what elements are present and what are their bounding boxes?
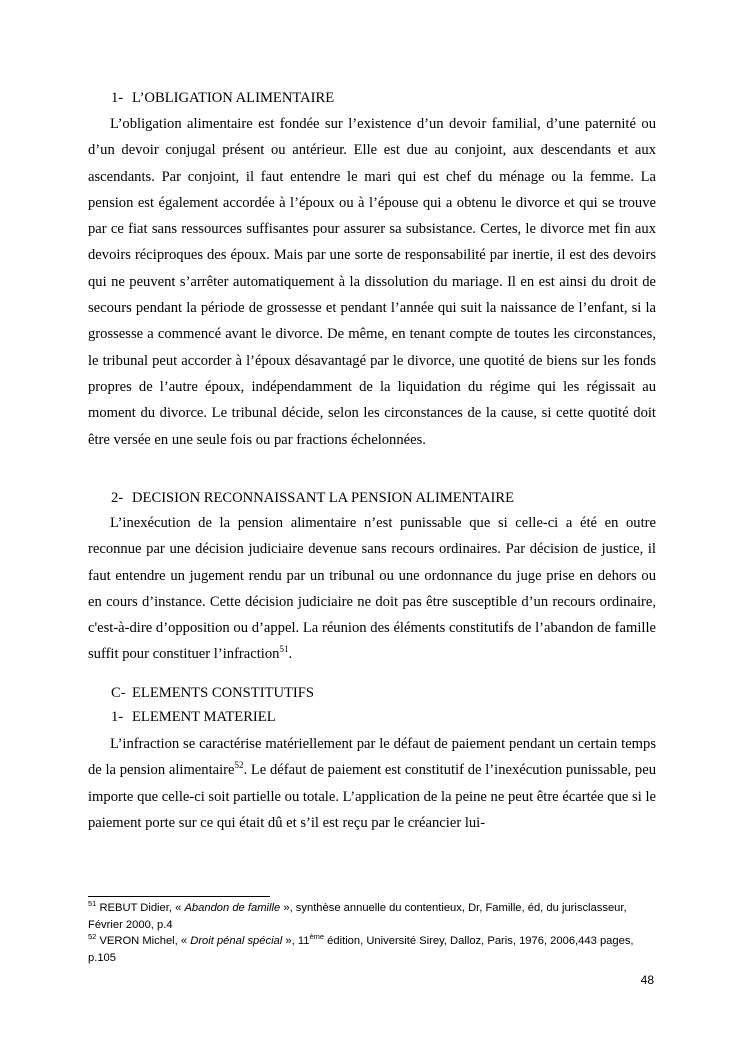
edition-superscript: ème [309,932,325,941]
section-number: C- [111,685,126,701]
paragraph-obligation-alimentaire: L’obligation alimentaire est fondée sur l’existence d’un devoir familial, d’une paternité ou d’un devoir conjugal présent ou antérieur. Elle est due au conjoint, aux descendants et aux ascendants. Par conjoint, il faut entendre le mari qui est chef du ménage ou la femme. La pension est également accordée à l’époux ou à l’épouse qui a obtenu le divorce et qui se trouve par ce fiat sans ressources suffisantes pour assurer sa subsistance. Certes, le divorce met fin aux devoirs réciproques des époux. Mais par une sorte de responsabilité par inertie, il est des devoirs qui ne peuvent s’arrêter automatiquement à la dissolution du mariage. Il en est ainsi du droit de secours pendant la période de grossesse et pendant l’année qui suit la naissance de l’enfant, si la grossesse a commencé avant le divorce. De même, en tenant compte de toutes les circonstances, le tribunal peut accorder à l’époux désavantagé par le divorce, une quotité de biens sur les fonds propres de l’autre époux, indépendamment de la liquidation du régime qui les régissait au moment du divorce. Le tribunal décide, selon les circonstances de la cause, si cette quotité doit être versée en une seule fois ou par fractions échelonnées. [88,116,656,448]
footnote-52 [88,933,656,966]
paragraph-text-end: . Le défaut de paiement est constitutif de l’inexécution punissable, peu importe que celle-ci soit partielle ou totale. L’application de la peine ne peut être écartée que si le paiement porte sur ce qui était dû et s’il est reçu par le créancier lui- [88,762,656,831]
paragraph-text: L’infraction se caractérise matériellement par le défaut de paiement pendant un certain temps de la pension alimentaire [88,736,656,779]
paragraph-element-materiel [88,731,656,836]
section-title: DECISION RECONNAISSANT LA PENSION ALIMENTAIRE [132,490,515,506]
footnote-text: », synthèse annuelle du contentieux, Dr, Famille, éd, du jurisclasseur, Février 2000, p.4 [88,902,627,931]
section-title: L’OBLIGATION ALIMENTAIRE [132,90,335,106]
footnote-work-title: Abandon de famille [184,902,281,914]
section-number: 1- [111,90,124,106]
section-number: 2- [111,490,124,506]
footnote-reference: 51 [279,644,289,655]
footnotes [88,900,656,966]
footnote-number: 52 [88,932,97,941]
footnote-51 [88,900,656,933]
paragraph-text: L’inexécution de la pension alimentaire n’est punissable que si celle-ci a été en outre reconnue par une décision judiciaire devenue sans recours ordinaires. Par décision de justice, il faut entendre un jugement rendu par un tribunal ou une ordonnance du juge prise en dehors ou en cours d’instance. Cette décision judiciaire ne doit pas être susceptible d’un recours ordinaire, c'est-à-dire d’opposition ou d’appel. La réunion des éléments constitutifs de l’abandon de famille suffit pour constituer l’infraction [88,515,656,663]
footnote-text: », 11 [282,935,310,947]
footnote-text: VERON Michel, « [96,935,191,947]
footnote-reference: 52 [234,760,244,771]
section-title: ELEMENT MATERIEL [132,709,276,725]
page-number: 48 [640,973,654,987]
paragraph-text-end: . [288,646,293,663]
section-title: ELEMENTS CONSTITUTIFS [132,685,315,701]
section-heading-element-materiel [111,707,276,727]
paragraph-decision [88,510,656,668]
section-heading-obligation-alimentaire [111,88,334,108]
section-heading-elements-constitutifs [111,683,314,703]
footnote-work-title: Droit pénal spécial [190,935,283,947]
section-number: 1- [111,709,124,725]
footnote-separator [88,896,270,897]
footnote-text: édition, Université Sirey, Dalloz, Paris, 1976, 2006,443 pages, p.105 [88,935,634,964]
footnote-text: REBUT Didier, « [96,902,185,914]
footnote-number: 51 [88,899,97,908]
section-heading-decision [111,488,514,508]
